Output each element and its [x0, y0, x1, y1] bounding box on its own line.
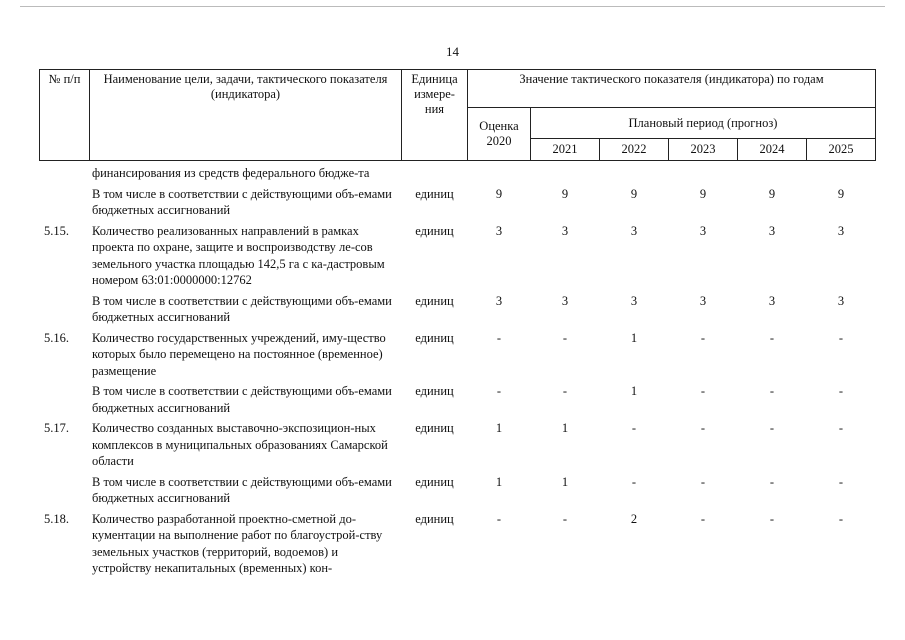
header-values: Значение тактического показателя (индикатора) по годам [468, 70, 876, 108]
row-unit: единиц [415, 186, 454, 201]
row-number: 5.17. [44, 421, 69, 435]
row-value: 3 [837, 223, 845, 238]
row-value: - [562, 511, 568, 526]
row-name: В том числе в соответствии с действующими объ-емами бюджетных ассигнований [92, 186, 392, 217]
header-year: 2022 [600, 139, 669, 161]
row-unit: единиц [415, 223, 454, 238]
row-value: - [769, 330, 775, 345]
table-row [0, 186, 905, 219]
row-name: Количество реализованных направлений в рамках проекта по охране, защите и воспроизводству ле-сов земельного участка площадью 142,5 га с ка-дастровым номером 63:01:0000000:12762 [92, 223, 385, 287]
row-name: Количество разработанной проектно-сметной до-кументации на выполнение работ по благоустрой-ству земельных участков (территорий, водоемов) и устройству некапитальных (временных) кон- [92, 511, 383, 575]
header-estimate [468, 108, 531, 161]
header-plan: Плановый период (прогноз) [531, 108, 876, 139]
row-name: В том числе в соответствии с действующими объ-емами бюджетных ассигнований [92, 293, 392, 324]
header-year: 2024 [738, 139, 807, 161]
header-year: 2025 [807, 139, 876, 161]
page-number: 14 [446, 44, 459, 59]
row-value: 3 [837, 293, 845, 308]
row-value: 1 [495, 421, 503, 435]
table-row [0, 420, 905, 470]
row-value: 3 [630, 293, 638, 308]
row-value: - [562, 330, 568, 345]
row-unit: единиц [415, 293, 454, 308]
header-unit: Единица измере-ния [402, 70, 468, 161]
row-value: - [700, 511, 706, 526]
row-value: 3 [768, 223, 776, 238]
row-value: - [562, 384, 568, 398]
row-value: 3 [768, 293, 776, 308]
table-row [0, 223, 905, 289]
table-body [0, 165, 905, 577]
row-value: - [838, 330, 844, 345]
row-unit: единиц [415, 474, 454, 489]
row-value: - [838, 421, 844, 435]
row-name: финансирования из средств федерального бюдже-та [92, 166, 370, 180]
table-row [0, 474, 905, 507]
row-value: 1 [561, 474, 569, 489]
row-value: 3 [561, 293, 569, 308]
row-value: - [769, 511, 775, 526]
row-unit: единиц [415, 330, 454, 345]
header-estimate-year: 2020 [486, 134, 512, 148]
row-value: 9 [561, 186, 569, 201]
row-value: 1 [630, 330, 638, 345]
row-value: 1 [561, 421, 569, 435]
row-value: 9 [768, 186, 776, 201]
row-value: - [700, 474, 706, 489]
row-value: 1 [630, 384, 638, 398]
table-header [39, 69, 876, 161]
row-value: - [838, 384, 844, 398]
row-name: Количество созданных выставочно-экспозицион-ных комплексов в муниципальных образованиях Самарской области [92, 421, 388, 468]
header-year: 2023 [669, 139, 738, 161]
row-unit: единиц [415, 421, 454, 435]
row-value: 3 [699, 223, 707, 238]
row-name: В том числе в соответствии с действующими объ-емами бюджетных ассигнований [92, 384, 392, 415]
row-value: 9 [495, 186, 503, 201]
header-estimate-label: Оценка [479, 119, 519, 133]
row-unit: единиц [415, 384, 454, 398]
row-value: - [496, 384, 502, 398]
row-value: 9 [699, 186, 707, 201]
table-row [0, 330, 905, 380]
table-row [0, 383, 905, 416]
table-row [0, 293, 905, 326]
header-year: 2021 [531, 139, 600, 161]
table-row [0, 511, 905, 577]
row-value: 3 [699, 293, 707, 308]
row-value: 3 [630, 223, 638, 238]
row-value: - [496, 511, 502, 526]
row-value: - [496, 330, 502, 345]
row-name: Количество государственных учреждений, иму-щество которых было перемещено на постоянное (временное) размещение [92, 330, 386, 378]
row-value: 1 [495, 474, 503, 489]
row-value: - [838, 474, 844, 489]
row-value: - [769, 384, 775, 398]
table-row [0, 165, 905, 182]
row-value: - [700, 330, 706, 345]
row-value: - [769, 474, 775, 489]
row-value: - [769, 421, 775, 435]
row-value: 2 [630, 511, 638, 526]
row-value: - [631, 421, 637, 435]
row-value: - [700, 384, 706, 398]
row-value: 3 [495, 293, 503, 308]
row-value: 3 [561, 223, 569, 238]
row-name: В том числе в соответствии с действующими объ-емами бюджетных ассигнований [92, 474, 392, 505]
header-name: Наименование цели, задачи, тактического показателя (индикатора) [90, 70, 402, 161]
row-value: 9 [630, 186, 638, 201]
row-value: - [631, 474, 637, 489]
header-number: № п/п [40, 70, 90, 161]
row-unit: единиц [415, 511, 454, 526]
row-value: - [700, 421, 706, 435]
row-number: 5.15. [44, 223, 69, 238]
row-value: 3 [495, 223, 503, 238]
row-value: 9 [837, 186, 845, 201]
row-number: 5.16. [44, 330, 69, 345]
row-number: 5.18. [44, 511, 69, 526]
row-value: - [838, 511, 844, 526]
top-border-line [20, 6, 885, 7]
